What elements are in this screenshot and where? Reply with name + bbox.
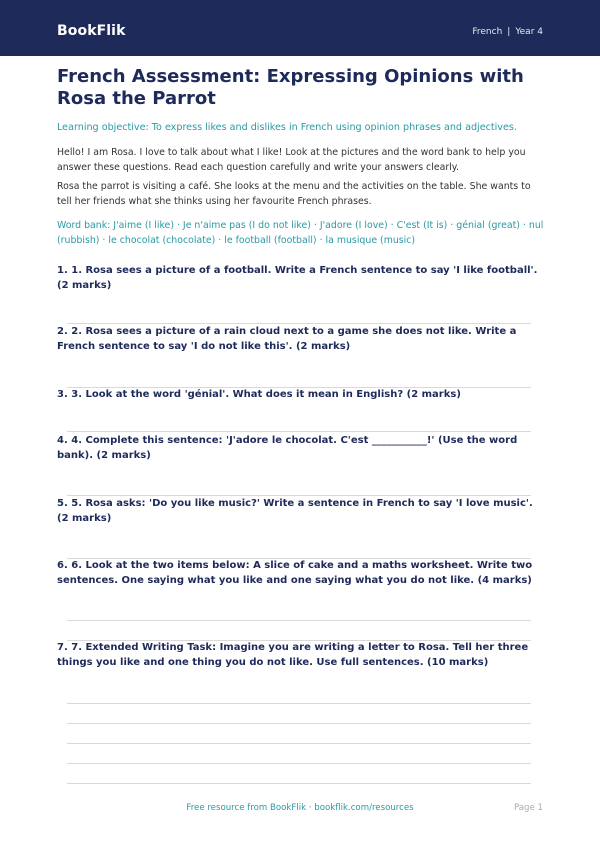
footer-credit-text[interactable]: Free resource from BookFlik · bookflik.com/resources [186, 803, 414, 813]
header-separator: | [507, 27, 511, 37]
learning-objective: Learning objective: To express likes and dislikes in French using opinion phrases and adjectives. [57, 122, 517, 133]
answer-line[interactable] [67, 723, 531, 724]
question-5: 5. 5. Rosa asks: 'Do you like music?' Write a sentence in French to say 'I love music'. (2 marks) [57, 498, 533, 524]
scenario-paragraph: Rosa the parrot is visiting a café. She looks at the menu and the activities on the table. She wants to tell her friends what she thinks using her favourite French phrases. [57, 181, 531, 207]
answer-line[interactable] [67, 743, 531, 744]
subject-year-label [472, 27, 543, 37]
year-label: Year 4 [515, 27, 543, 37]
question-4: 4. 4. Complete this sentence: 'J'adore le chocolat. C'est ___________!' (Use the word bank). (2 marks) [57, 435, 518, 461]
question-1: 1. 1. Rosa sees a picture of a football. Write a French sentence to say 'I like football'. (2 marks) [57, 265, 538, 291]
subject-label: French [472, 27, 503, 37]
footer-credit[interactable] [0, 803, 600, 813]
brand-logo: BookFlik [57, 23, 126, 39]
answer-line[interactable] [67, 783, 531, 784]
worksheet-title: French Assessment: Expressing Opinions with Rosa the Parrot [57, 66, 524, 109]
header-bar [0, 0, 600, 56]
answer-line[interactable] [67, 620, 531, 621]
answer-line[interactable] [67, 431, 531, 432]
word-bank: Word bank: J'aime (I like) · Je n'aime pas (I do not like) · J'adore (I love) · C'est (It is) · génial (great) · nul (rubbish) · le chocolat (chocolate) · le football (football) · la musique (music) [57, 220, 544, 246]
question-3: 3. 3. Look at the word 'génial'. What does it mean in English? (2 marks) [57, 389, 461, 400]
intro-paragraph: Hello! I am Rosa. I love to talk about what I like! Look at the pictures and the word bank to help you answer these questions. Read each question carefully and write your answers clearly. [57, 147, 526, 173]
answer-line[interactable] [67, 763, 531, 764]
question-6: 6. 6. Look at the two items below: A slice of cake and a maths worksheet. Write two sentences. One saying what you like and one saying what you do not like. (4 marks) [57, 560, 533, 586]
question-7: 7. 7. Extended Writing Task: Imagine you are writing a letter to Rosa. Tell her three things you like and one thing you do not like. Use full sentences. (10 marks) [57, 642, 529, 668]
page-number: Page 1 [513, 803, 543, 813]
answer-line[interactable] [67, 703, 531, 704]
question-2: 2. 2. Rosa sees a picture of a rain cloud next to a game she does not like. Write a French sentence to say 'I do not like this'. (2 marks) [57, 326, 517, 352]
